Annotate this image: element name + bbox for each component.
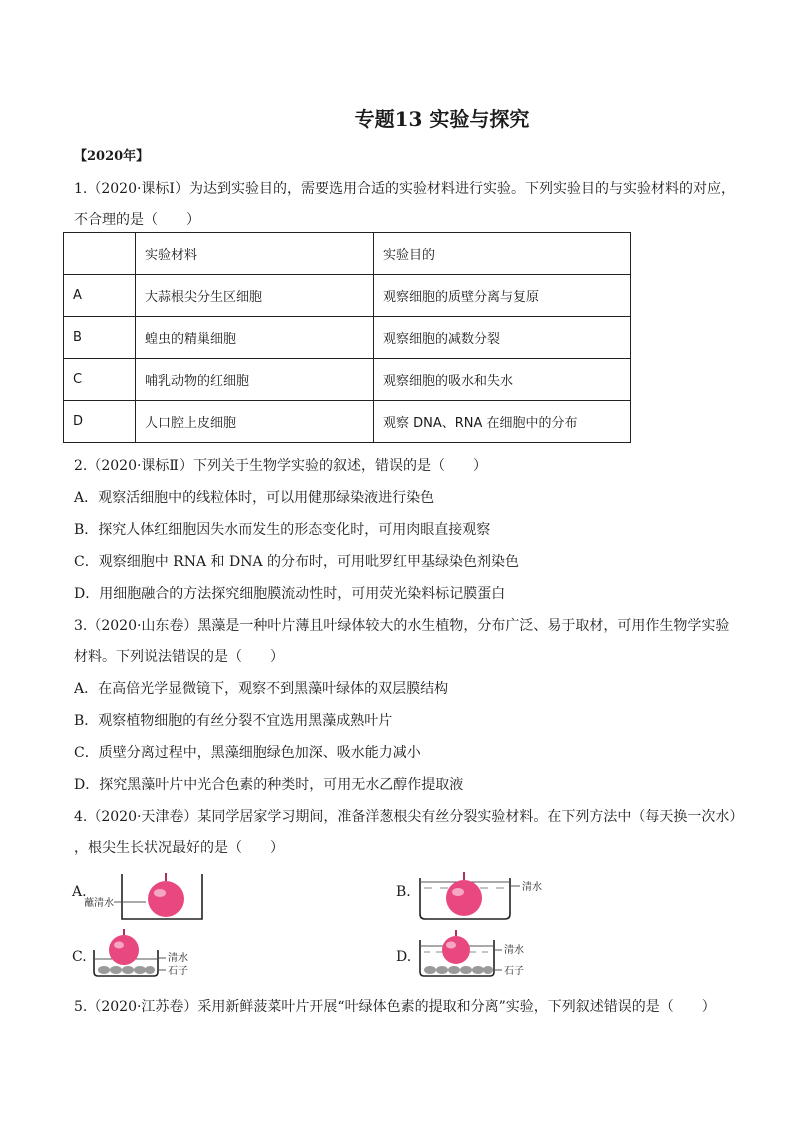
q4-option-c-label-stone: 石子 xyxy=(168,966,188,977)
table-cell: 哺乳动物的红细胞 xyxy=(136,359,374,401)
table-header-cell: 实验目的 xyxy=(374,233,631,275)
q4-option-b-label: 清水 xyxy=(522,882,542,893)
onion-icon xyxy=(442,936,470,964)
table-cell: 人口腔上皮细胞 xyxy=(136,401,374,443)
q3-stem-line1: 3.（2020·山东卷）黑藻是一种叶片薄且叶绿体较大的水生植物，分布广泛、易于取材，可用作生物学实验 xyxy=(74,618,730,634)
table-header-row xyxy=(64,233,631,275)
page-title: 专题13 实验与探究 xyxy=(354,107,530,131)
table-row xyxy=(64,317,631,359)
q3-option-a: A．在高倍光学显微镜下，观察不到黑藻叶绿体的双层膜结构 xyxy=(74,681,449,697)
table-header-cell: 实验材料 xyxy=(136,233,374,275)
q3-option-c: C．质壁分离过程中，黑藻细胞绿色加深、吸水能力减小 xyxy=(74,745,421,761)
q3-option-b: B．观察植物细胞的有丝分裂不宜选用黑藻成熟叶片 xyxy=(74,713,393,729)
year-tag: 【2020年】 xyxy=(74,149,150,164)
q1-table xyxy=(63,232,631,443)
stones-icon xyxy=(424,966,493,974)
q2-option-a: A．观察活细胞中的线粒体时，可以用健那绿染液进行染色 xyxy=(74,490,435,506)
q4-option-d-letter: D. xyxy=(396,949,412,965)
table-cell: 观察细胞的吸水和失水 xyxy=(374,359,631,401)
table-cell: 观察 DNA、RNA 在细胞中的分布 xyxy=(374,401,631,443)
stones-icon xyxy=(98,966,155,974)
q4-option-a-label: 蘸清水 xyxy=(84,898,114,909)
table-cell: D xyxy=(64,401,136,443)
q4-option-a-letter: A. xyxy=(72,884,87,900)
table-cell: C xyxy=(64,359,136,401)
q4-stem-line2: ，根尖生长状况最好的是（ ） xyxy=(74,840,284,856)
q5-stem: 5.（2020·江苏卷）采用新鲜菠菜叶片开展“叶绿体色素的提取和分离”实验，下列叙述错误的是（ ） xyxy=(74,999,716,1015)
onion-icon xyxy=(148,881,184,917)
q4-option-a-illustration xyxy=(84,864,214,924)
q4-option-c-label-water: 清水 xyxy=(168,953,188,964)
q4-option-b-letter: B. xyxy=(396,884,411,900)
table-cell: 蝗虫的精巢细胞 xyxy=(136,317,374,359)
q1-stem-line1: 1.（2020·课标Ⅰ）为达到实验目的，需要选用合适的实验材料进行实验。下列实验目的与实验材料的对应， xyxy=(74,181,735,197)
q2-option-b: B．探究人体红细胞因失水而发生的形态变化时，可用肉眼直接观察 xyxy=(74,522,491,538)
onion-icon xyxy=(446,880,482,916)
q3-option-d: D．探究黑藻叶片中光合色素的种类时，可用无水乙醇作提取液 xyxy=(74,777,464,793)
table-row xyxy=(64,275,631,317)
table-header-cell xyxy=(64,233,136,275)
table-cell: B xyxy=(64,317,136,359)
table-cell: A xyxy=(64,275,136,317)
table-cell: 观察细胞的质壁分离与复原 xyxy=(374,275,631,317)
onion-icon xyxy=(109,935,139,965)
table-row xyxy=(64,359,631,401)
q4-option-d-label-stone: 石子 xyxy=(504,966,524,977)
q2-stem: 2.（2020·课标Ⅱ）下列关于生物学实验的叙述，错误的是（ ） xyxy=(74,458,487,474)
q4-stem-line1: 4.（2020·天津卷）某同学居家学习期间，准备洋葱根尖有丝分裂实验材料。在下列方法中（每天换一次水） xyxy=(74,809,744,825)
table-row xyxy=(64,401,631,443)
q4-option-d-illustration xyxy=(414,928,554,980)
q4-option-b-illustration xyxy=(410,864,560,924)
q3-stem-line2: 材料。下列说法错误的是（ ） xyxy=(74,649,284,665)
table-cell: 大蒜根尖分生区细胞 xyxy=(136,275,374,317)
q2-option-c: C．观察细胞中 RNA 和 DNA 的分布时，可用吡罗红甲基绿染色剂染色 xyxy=(74,554,519,570)
q1-stem-line2: 不合理的是（ ） xyxy=(74,212,200,228)
q4-option-c-illustration xyxy=(88,928,228,980)
table-cell: 观察细胞的减数分裂 xyxy=(374,317,631,359)
q2-option-d: D．用细胞融合的方法探究细胞膜流动性时，可用荧光染料标记膜蛋白 xyxy=(74,586,506,602)
q4-option-d-label-water: 清水 xyxy=(504,945,524,956)
q4-option-c-letter: C. xyxy=(72,949,87,965)
